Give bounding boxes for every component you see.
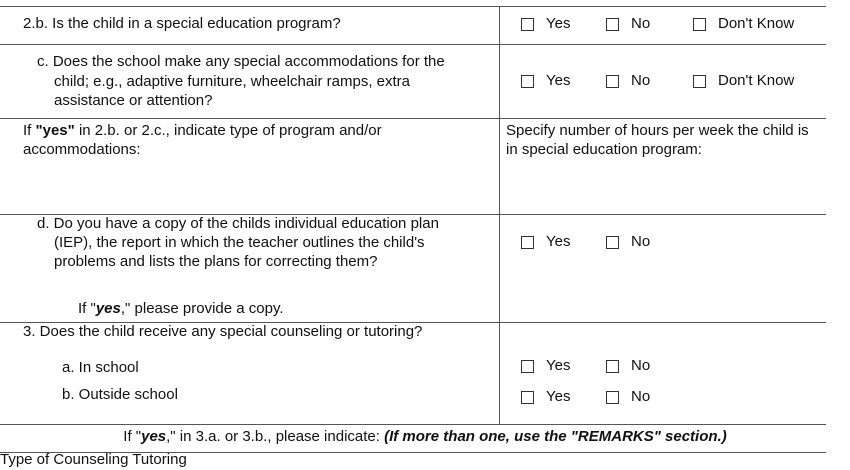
- q3b-no-checkbox[interactable]: [606, 391, 619, 404]
- copy-request-emphasis: yes: [95, 300, 121, 317]
- if-yes-3-mid: ," in 3.a. or 3.b., please indicate:: [166, 428, 385, 445]
- q2b-yes-label: Yes: [546, 15, 571, 32]
- question-3b: b. Outside school: [62, 386, 178, 403]
- rule-after-2c: [0, 118, 826, 119]
- copy-request-lead: If ": [78, 300, 96, 317]
- q2c-no-checkbox[interactable]: [606, 75, 619, 88]
- if-yes-2-lead: If: [23, 122, 36, 139]
- hours-line2: in special education program:: [506, 141, 702, 158]
- question-3: 3. Does the child receive any special counseling or tutoring?: [23, 323, 423, 340]
- q3a-yes-label: Yes: [546, 357, 571, 374]
- q2b-yes-checkbox[interactable]: [521, 18, 534, 31]
- question-2c-line3: assistance or attention?: [54, 92, 213, 109]
- q3b-yes-checkbox[interactable]: [521, 391, 534, 404]
- if-yes-3-emphasis: yes: [141, 428, 167, 445]
- q2c-yes-label: Yes: [546, 72, 571, 89]
- q2d-no-label: No: [631, 233, 651, 250]
- q2d-yes-checkbox[interactable]: [521, 236, 534, 249]
- if-yes-2-bold: "yes": [35, 122, 75, 139]
- rule-top: [0, 6, 826, 7]
- q3b-yes-label: Yes: [546, 388, 571, 405]
- q2d-yes-label: Yes: [546, 233, 571, 250]
- counseling-type-heading: Type of Counseling Tutoring: [0, 451, 187, 468]
- hours-line1: Specify number of hours per week the child is: [506, 122, 809, 139]
- q2b-dontknow-label: Don't Know: [718, 15, 795, 32]
- if-yes-3-lead: If ": [123, 428, 142, 445]
- q3a-yes-checkbox[interactable]: [521, 360, 534, 373]
- question-3a: a. In school: [62, 359, 139, 376]
- q3a-no-checkbox[interactable]: [606, 360, 619, 373]
- q2c-yes-checkbox[interactable]: [521, 75, 534, 88]
- question-2d-line2: (IEP), the report in which the teacher outlines the child's: [54, 234, 425, 251]
- if-yes-3-indicate: [0, 427, 850, 447]
- q2c-dontknow-label: Don't Know: [718, 72, 795, 89]
- q2b-no-label: No: [631, 15, 651, 32]
- q3a-no-label: No: [631, 357, 651, 374]
- question-2d-line1: d. Do you have a copy of the childs individual education plan: [37, 215, 439, 232]
- q2b-dontknow-checkbox[interactable]: [693, 18, 706, 31]
- if-yes-3-remarks-note: (If more than one, use the "REMARKS" section.): [384, 428, 727, 445]
- if-yes-2-rest: in 2.b. or 2.c., indicate type of program and/or: [74, 122, 382, 139]
- rule-after-2b: [0, 44, 826, 45]
- if-yes-2-line2: accommodations:: [23, 141, 141, 158]
- question-2d-line3: problems and lists the plans for correcting them?: [54, 253, 378, 270]
- q2b-no-checkbox[interactable]: [606, 18, 619, 31]
- question-2b: 2.b. Is the child in a special education program?: [23, 15, 341, 32]
- question-2c-line1: c. Does the school make any special accommodations for the: [37, 53, 445, 70]
- rule-after-3: [0, 424, 826, 425]
- q2c-no-label: No: [631, 72, 651, 89]
- q3b-no-label: No: [631, 388, 651, 405]
- q2c-dontknow-checkbox[interactable]: [693, 75, 706, 88]
- copy-request: [78, 299, 284, 319]
- question-2c-line2: child; e.g., adaptive furniture, wheelchair ramps, extra: [54, 73, 411, 90]
- if-yes-2-line1: [23, 121, 382, 141]
- column-divider: [499, 6, 500, 424]
- copy-request-rest: ," please provide a copy.: [120, 300, 284, 317]
- q2d-no-checkbox[interactable]: [606, 236, 619, 249]
